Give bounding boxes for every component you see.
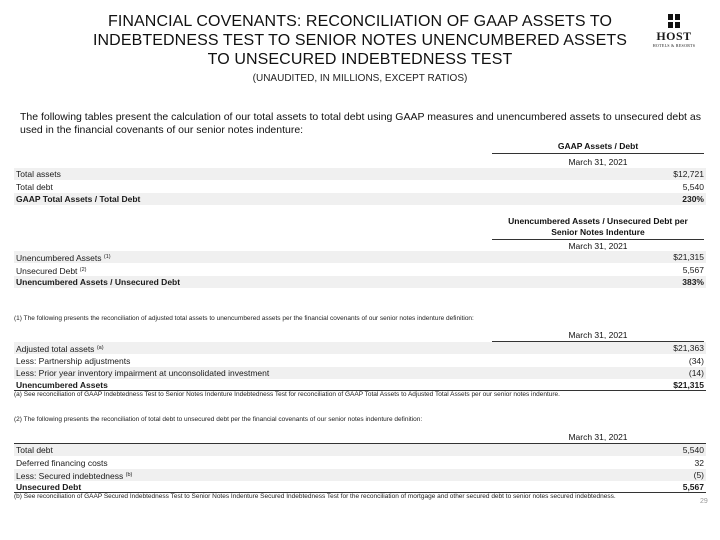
row-value: 5,567	[682, 265, 704, 275]
row-label: Unencumbered Assets $^{(1)}$	[16, 253, 111, 263]
row-value: (34)	[688, 356, 704, 366]
table-row	[14, 457, 706, 469]
row-value: $12,721	[673, 169, 704, 179]
footnote1-note: (a) See reconciliation of GAAP Indebtedness Test to Senior Notes Indenture Indebtedness Test for reconciliation of GAAP Total Assets to Adjusted Total Assets per our senior notes indenture.	[14, 391, 560, 398]
row-value: 5,540	[682, 445, 704, 455]
row-label: Total debt	[16, 445, 53, 455]
table-row	[14, 342, 706, 354]
row-label: Less: Secured indebtedness $^{(b)}$	[16, 471, 133, 481]
table-row	[14, 193, 706, 205]
title-line-1: FINANCIAL COVENANTS: RECONCILIATION OF GAAP ASSETS TO	[107, 13, 613, 30]
row-value: $21,363	[673, 343, 704, 353]
row-value: 230%	[682, 194, 704, 204]
table-row	[14, 181, 706, 193]
logo-wordmark: HOST	[656, 29, 692, 43]
title-line-3: TO UNSECURED INDEBTEDNESS TEST	[207, 51, 513, 68]
row-label: GAAP Total Assets / Total Debt	[16, 194, 141, 204]
host-logo-icon	[667, 14, 681, 28]
intro-paragraph: The following tables present the calculation of our total assets to total debt using GAAP measures and unencumbered assets to unsecured debt as used in the financial covenants of our senior notes indenture:	[20, 111, 701, 136]
row-label: Less: Prior year inventory impairment at unconsolidated investment	[16, 368, 270, 378]
table-row	[14, 276, 706, 288]
table1-header: GAAP Assets / Debt	[557, 141, 639, 151]
table1-period: March 31, 2021	[568, 157, 628, 167]
table-row	[14, 264, 706, 276]
row-label: Less: Partnership adjustments	[16, 356, 131, 366]
page-title	[60, 12, 660, 69]
table2-header-line-2: Senior Notes Indenture	[551, 227, 645, 237]
footnote1-period: March 31, 2021	[568, 330, 628, 340]
row-value: (14)	[688, 368, 704, 378]
page-number: 29	[700, 498, 708, 505]
row-label: Unsecured Debt	[16, 482, 82, 492]
page-subtitle: (UNAUDITED, IN MILLIONS, EXCEPT RATIOS)	[252, 73, 468, 84]
footnote2-note: (b) See reconciliation of GAAP Secured Indebtedness Test to Senior Notes Indenture Secured Indebtedness Test for the reconciliation of mortgage and other secured debt to senior notes secured indebtedness.	[14, 493, 616, 500]
table1-header-rule	[492, 153, 704, 154]
host-logo	[650, 14, 698, 48]
table-row	[14, 367, 706, 379]
row-value: $21,315	[673, 252, 704, 262]
row-label: Adjusted total assets $^{(a)}$	[16, 344, 104, 354]
row-label: Deferred financing costs	[16, 458, 108, 468]
row-value: 5,567	[682, 482, 704, 492]
table-row	[14, 251, 706, 263]
row-value: $21,315	[673, 380, 704, 390]
table-row	[14, 444, 706, 456]
row-label: Unencumbered Assets / Unsecured Debt	[16, 277, 181, 287]
row-label: Unencumbered Assets	[16, 380, 108, 390]
footnote1-intro: (1) The following presents the reconciliation of adjusted total assets to unencumbered assets per the financial covenants of our senior notes indenture definition:	[14, 315, 474, 322]
title-line-2: INDEBTEDNESS TEST TO SENIOR NOTES UNENCUMBERED ASSETS	[92, 32, 627, 49]
row-value: (5)	[693, 470, 704, 480]
row-value: 383%	[682, 277, 704, 287]
table2-header-line-1: Unencumbered Assets / Unsecured Debt per	[508, 216, 688, 226]
row-value: 5,540	[682, 182, 704, 192]
row-label: Total assets	[16, 169, 61, 179]
logo-tagline: HOTELS & RESORTS	[652, 43, 696, 48]
table2-period: March 31, 2021	[568, 241, 628, 251]
table-row	[14, 168, 706, 180]
table2-header-rule	[492, 239, 704, 240]
table-row	[14, 355, 706, 367]
row-label: Unsecured Debt $^{(2)}$	[16, 266, 87, 276]
table-row	[14, 469, 706, 481]
footnote2-intro: (2) The following presents the reconciliation of total debt to unsecured debt per the financial covenants of our senior notes indenture definition:	[14, 416, 423, 423]
footnote2-period: March 31, 2021	[568, 432, 628, 442]
row-value: 32	[694, 458, 704, 468]
row-label: Total debt	[16, 182, 53, 192]
table2-header	[492, 216, 704, 238]
